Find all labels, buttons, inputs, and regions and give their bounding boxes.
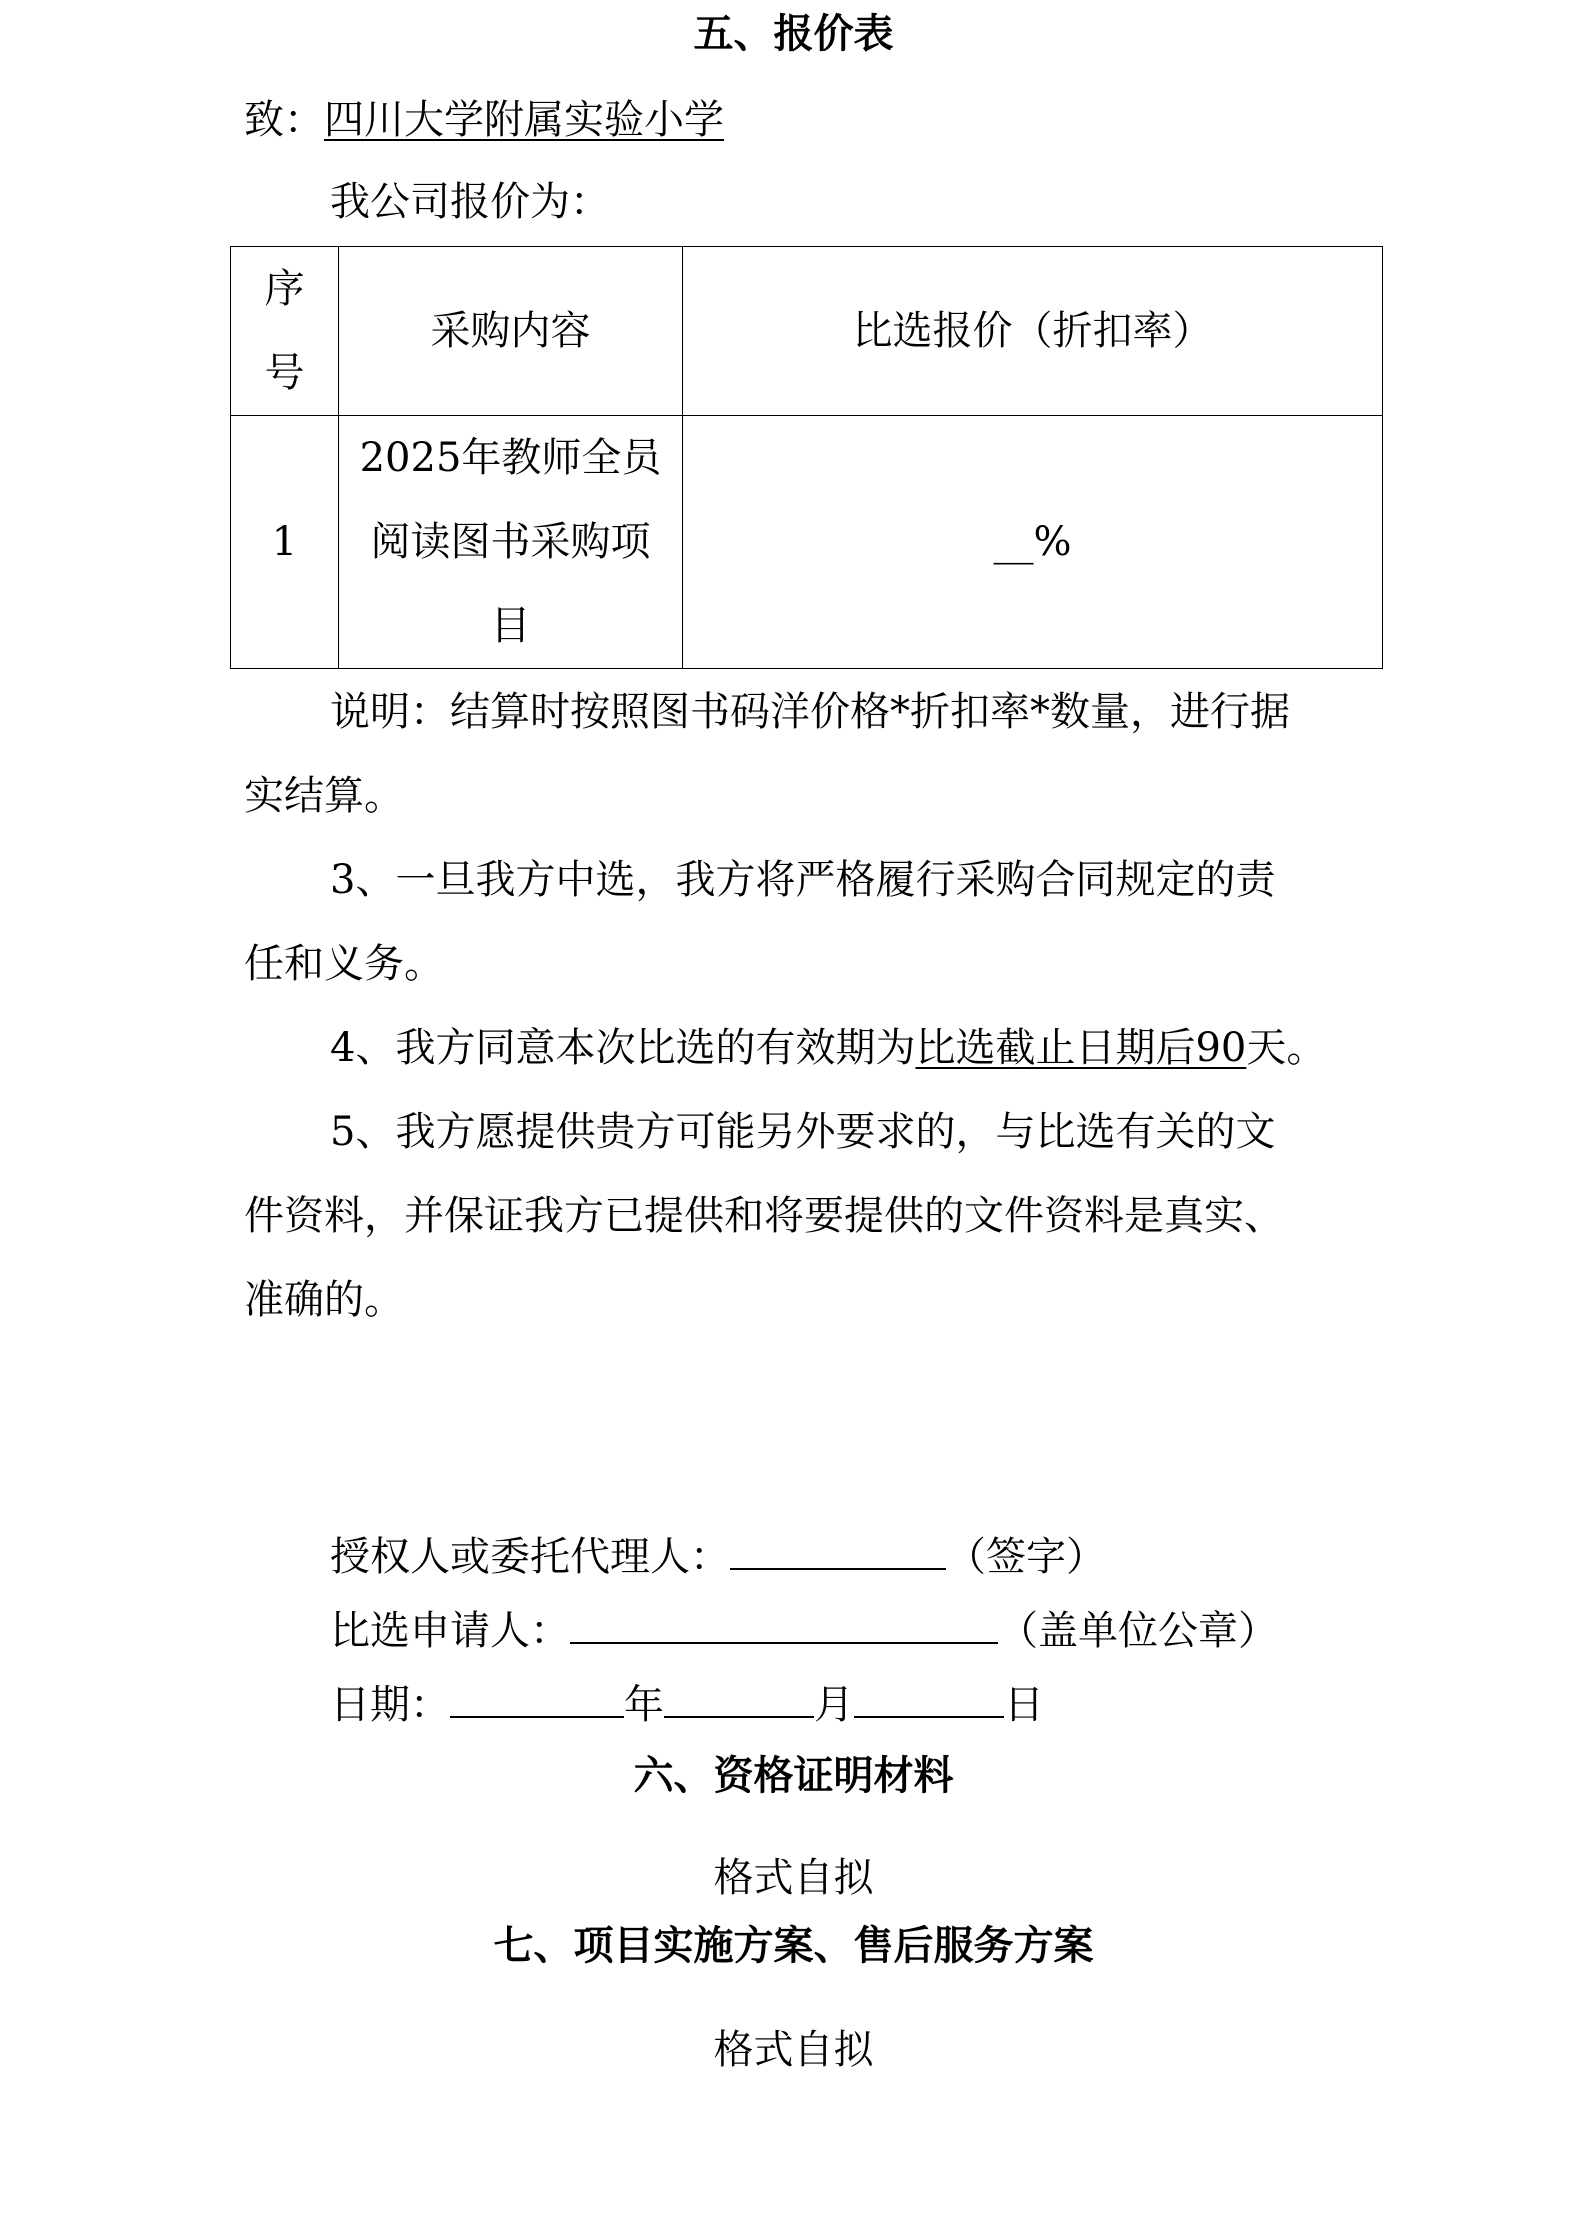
agent-signature-line [330,1534,1106,1580]
header-content: 采购内容 [339,247,683,416]
row-content-line1: 2025年教师全员 [359,435,662,481]
day-blank[interactable] [854,1682,1004,1718]
section-6-body: 格式自拟 [713,1855,874,1901]
month-label: 月 [814,1682,854,1728]
item4-prefix: 4、我方同意本次比选的有效期为 [330,1025,916,1071]
row-price [683,416,1383,669]
addressee-name: 四川大学附属实验小学 [324,97,724,143]
item5-line-3: 准确的。 [244,1277,404,1323]
addressee-line [244,97,724,143]
header-seq-line1: 序 [264,266,305,312]
section-7-body: 格式自拟 [713,2027,874,2073]
day-label: 日 [1004,1682,1044,1728]
header-price: 比选报价（折扣率） [683,247,1383,416]
item3-line-1: 3、一旦我方中选，我方将严格履行采购合同规定的责 [330,857,1276,903]
section-5-title: 五、报价表 [693,10,894,57]
date-line [330,1682,1044,1728]
row-seq: 1 [231,416,339,669]
price-unit: % [1033,519,1072,565]
table-row [231,416,1383,669]
price-blank: __ [993,519,1034,565]
applicant-label: 比选申请人： [330,1608,570,1654]
addressee-prefix: 致： [244,97,324,143]
header-seq [231,247,339,416]
item4-suffix: 天。 [1246,1025,1327,1071]
item5-line-1: 5、我方愿提供贵方可能另外要求的，与比选有关的文 [330,1109,1276,1155]
item4-line [330,1025,1327,1071]
quote-intro: 我公司报价为： [330,179,610,225]
agent-label: 授权人或委托代理人： [330,1534,730,1580]
applicant-line [330,1608,1278,1654]
year-blank[interactable] [450,1682,624,1718]
section-6-title: 六、资格证明材料 [633,1752,954,1799]
explain-line-2: 实结算。 [244,773,404,819]
row-content-line2: 阅读图书采购项 [370,519,651,565]
item5-line-2: 件资料，并保证我方已提供和将要提供的文件资料是真实、 [244,1193,1284,1239]
header-seq-line2: 号 [264,350,305,396]
date-label: 日期： [330,1682,450,1728]
section-7-title: 七、项目实施方案、售后服务方案 [493,1922,1094,1969]
agent-suffix: （签字） [946,1534,1106,1580]
applicant-suffix: （盖单位公章） [998,1608,1278,1654]
row-content-line3: 目 [490,603,531,649]
item3-line-2: 任和义务。 [244,941,444,987]
item4-validity: 比选截止日期后90 [915,1025,1247,1071]
row-content [339,416,683,669]
month-blank[interactable] [664,1682,814,1718]
applicant-blank[interactable] [570,1608,998,1644]
explain-line-1: 说明：结算时按照图书码洋价格*折扣率*数量，进行据 [330,689,1290,735]
agent-signature-blank[interactable] [730,1534,946,1570]
quote-table [230,246,1383,669]
quote-table-header-row [231,247,1383,416]
year-label: 年 [624,1682,664,1728]
